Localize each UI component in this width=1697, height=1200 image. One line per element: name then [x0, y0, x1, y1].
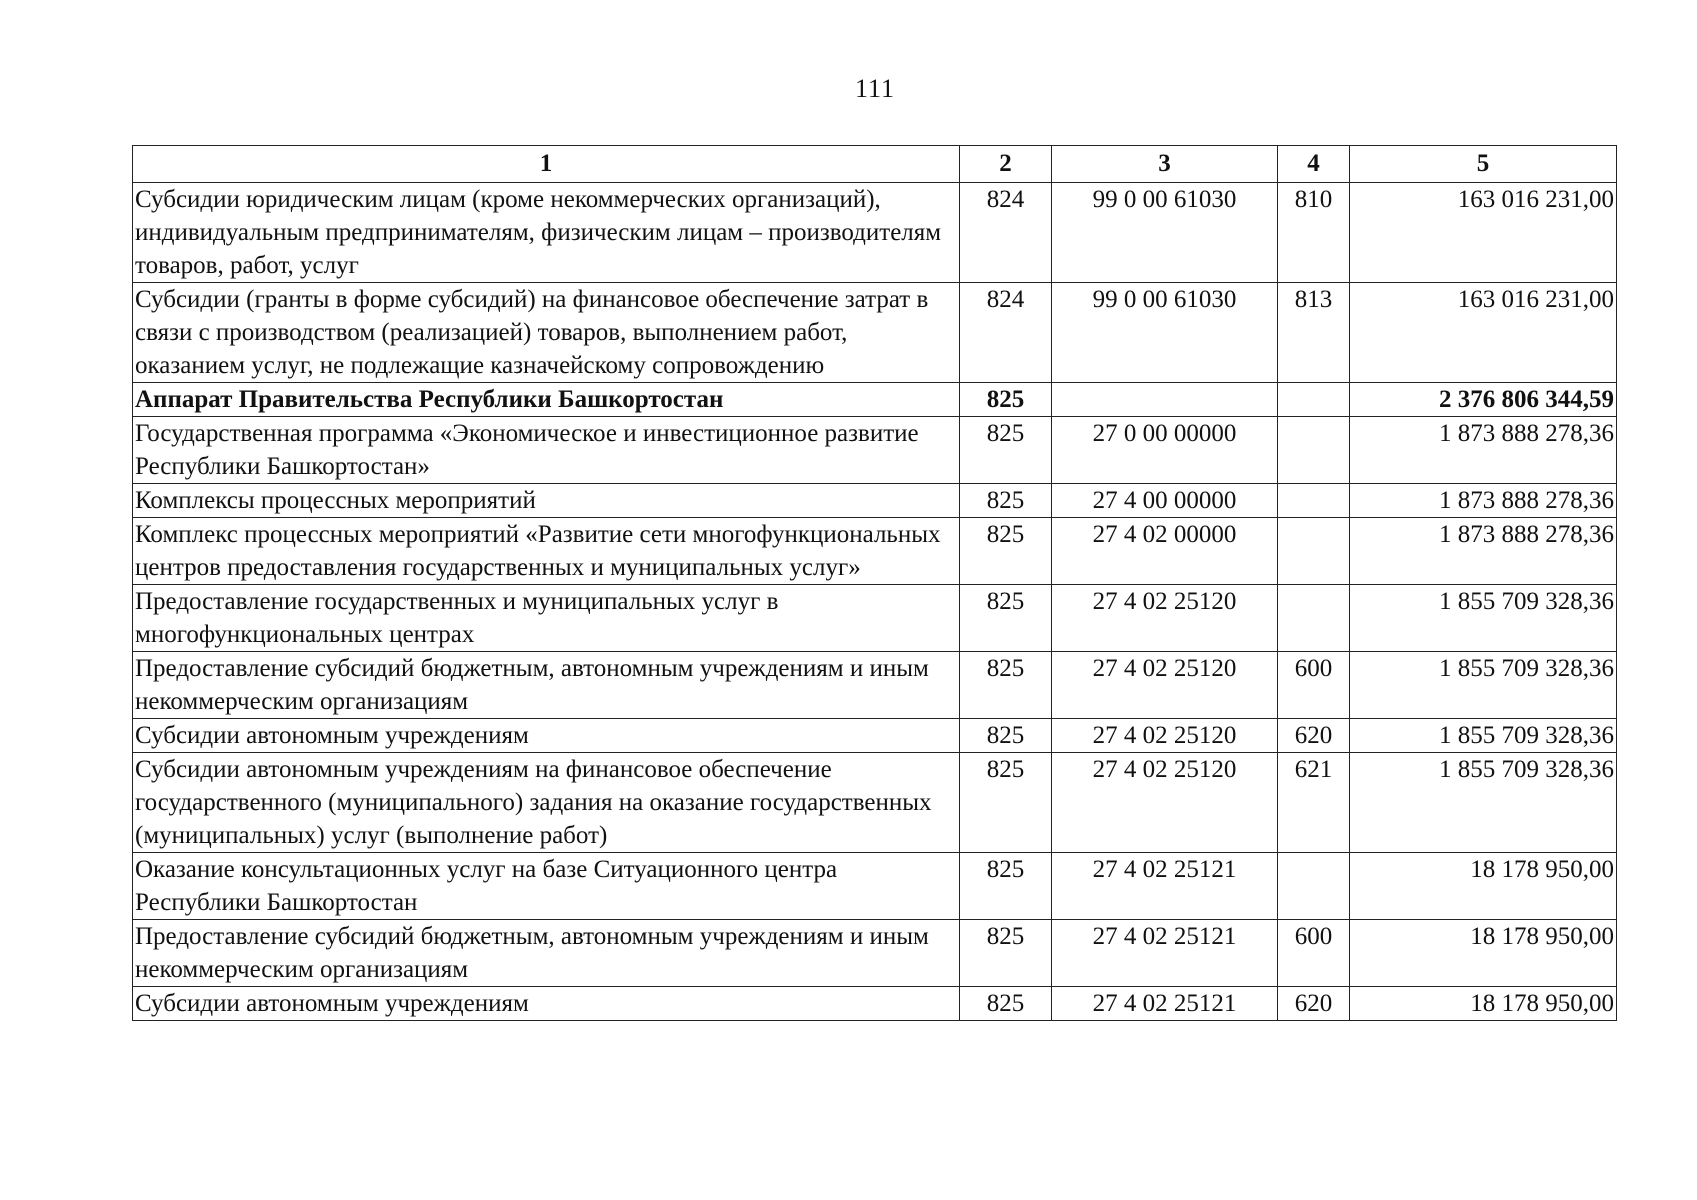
header-col-1: 1	[133, 146, 960, 183]
table-row	[133, 920, 1617, 987]
page-number: 111	[854, 74, 896, 103]
row-target-code: 27 4 02 25121	[1052, 920, 1278, 987]
row-name: Субсидии автономным учреждениям	[133, 719, 960, 753]
row-name: Комплекс процессных мероприятий «Развитие сети многофункциональных центров предоставления государственных и муниципальных услуг»	[133, 518, 960, 585]
header-col-3: 3	[1052, 146, 1278, 183]
row-expense-type	[1278, 853, 1350, 920]
row-admin-code: 825	[960, 585, 1052, 652]
row-amount: 18 178 950,00	[1350, 853, 1617, 920]
row-target-code	[1052, 383, 1278, 417]
row-target-code: 99 0 00 61030	[1052, 183, 1278, 283]
row-amount: 1 873 888 278,36	[1350, 484, 1617, 518]
row-name: Предоставление субсидий бюджетным, автономным учреждениям и иным некоммерческим организациям	[133, 920, 960, 987]
row-name: Оказание консультационных услуг на базе Ситуационного центра Республики Башкортостан	[133, 853, 960, 920]
row-name: Предоставление субсидий бюджетным, автономным учреждениям и иным некоммерческим организациям	[133, 652, 960, 719]
budget-table	[132, 145, 1617, 1021]
row-expense-type	[1278, 484, 1350, 518]
row-target-code: 99 0 00 61030	[1052, 283, 1278, 383]
row-expense-type: 600	[1278, 920, 1350, 987]
table-row	[133, 183, 1617, 283]
row-target-code: 27 4 02 25121	[1052, 853, 1278, 920]
row-expense-type: 813	[1278, 283, 1350, 383]
row-name: Государственная программа «Экономическое и инвестиционное развитие Республики Башкортостан»	[133, 417, 960, 484]
row-expense-type	[1278, 383, 1350, 417]
row-name: Субсидии (гранты в форме субсидий) на финансовое обеспечение затрат в связи с производством (реализацией) товаров, выполнением работ, оказанием услуг, не подлежащие казначейскому сопровождению	[133, 283, 960, 383]
row-expense-type	[1278, 585, 1350, 652]
row-expense-type: 810	[1278, 183, 1350, 283]
row-admin-code: 825	[960, 484, 1052, 518]
row-amount: 1 855 709 328,36	[1350, 753, 1617, 853]
row-amount: 1 855 709 328,36	[1350, 719, 1617, 753]
table-row	[133, 585, 1617, 652]
row-expense-type: 620	[1278, 719, 1350, 753]
row-amount: 1 873 888 278,36	[1350, 518, 1617, 585]
row-admin-code: 825	[960, 719, 1052, 753]
table-row	[133, 383, 1617, 417]
row-admin-code: 825	[960, 753, 1052, 853]
row-amount: 2 376 806 344,59	[1350, 383, 1617, 417]
table-row	[133, 853, 1617, 920]
table-row	[133, 283, 1617, 383]
table-row	[133, 987, 1617, 1021]
row-name: Субсидии юридическим лицам (кроме некоммерческих организаций), индивидуальным предпринимателям, физическим лицам – производителям товаров, работ, услуг	[133, 183, 960, 283]
table-row	[133, 652, 1617, 719]
row-expense-type: 600	[1278, 652, 1350, 719]
row-admin-code: 825	[960, 518, 1052, 585]
row-expense-type: 621	[1278, 753, 1350, 853]
row-target-code: 27 0 00 00000	[1052, 417, 1278, 484]
row-name: Предоставление государственных и муниципальных услуг в многофункциональных центрах	[133, 585, 960, 652]
table-body	[133, 183, 1617, 1021]
row-admin-code: 825	[960, 652, 1052, 719]
row-amount: 1 873 888 278,36	[1350, 417, 1617, 484]
header-col-4: 4	[1278, 146, 1350, 183]
header-row	[133, 146, 1617, 183]
row-admin-code: 825	[960, 417, 1052, 484]
table-row	[133, 484, 1617, 518]
table-row	[133, 417, 1617, 484]
row-admin-code: 825	[960, 920, 1052, 987]
row-admin-code: 825	[960, 853, 1052, 920]
row-name: Субсидии автономным учреждениям на финансовое обеспечение государственного (муниципального) задания на оказание государственных (муниципальных) услуг (выполнение работ)	[133, 753, 960, 853]
row-amount: 18 178 950,00	[1350, 987, 1617, 1021]
row-name: Субсидии автономным учреждениям	[133, 987, 960, 1021]
row-expense-type	[1278, 417, 1350, 484]
row-admin-code: 824	[960, 283, 1052, 383]
header-col-2: 2	[960, 146, 1052, 183]
row-target-code: 27 4 02 25120	[1052, 652, 1278, 719]
row-target-code: 27 4 02 25121	[1052, 987, 1278, 1021]
row-target-code: 27 4 00 00000	[1052, 484, 1278, 518]
table-row	[133, 518, 1617, 585]
row-amount: 1 855 709 328,36	[1350, 585, 1617, 652]
row-target-code: 27 4 02 00000	[1052, 518, 1278, 585]
row-amount: 163 016 231,00	[1350, 183, 1617, 283]
table-row	[133, 719, 1617, 753]
row-amount: 163 016 231,00	[1350, 283, 1617, 383]
row-expense-type: 620	[1278, 987, 1350, 1021]
row-name: Комплексы процессных мероприятий	[133, 484, 960, 518]
row-name: Аппарат Правительства Республики Башкортостан	[133, 383, 960, 417]
row-target-code: 27 4 02 25120	[1052, 585, 1278, 652]
row-admin-code: 824	[960, 183, 1052, 283]
row-amount: 18 178 950,00	[1350, 920, 1617, 987]
row-amount: 1 855 709 328,36	[1350, 652, 1617, 719]
row-admin-code: 825	[960, 383, 1052, 417]
row-target-code: 27 4 02 25120	[1052, 753, 1278, 853]
header-col-5: 5	[1350, 146, 1617, 183]
row-target-code: 27 4 02 25120	[1052, 719, 1278, 753]
row-expense-type	[1278, 518, 1350, 585]
row-admin-code: 825	[960, 987, 1052, 1021]
table-row	[133, 753, 1617, 853]
